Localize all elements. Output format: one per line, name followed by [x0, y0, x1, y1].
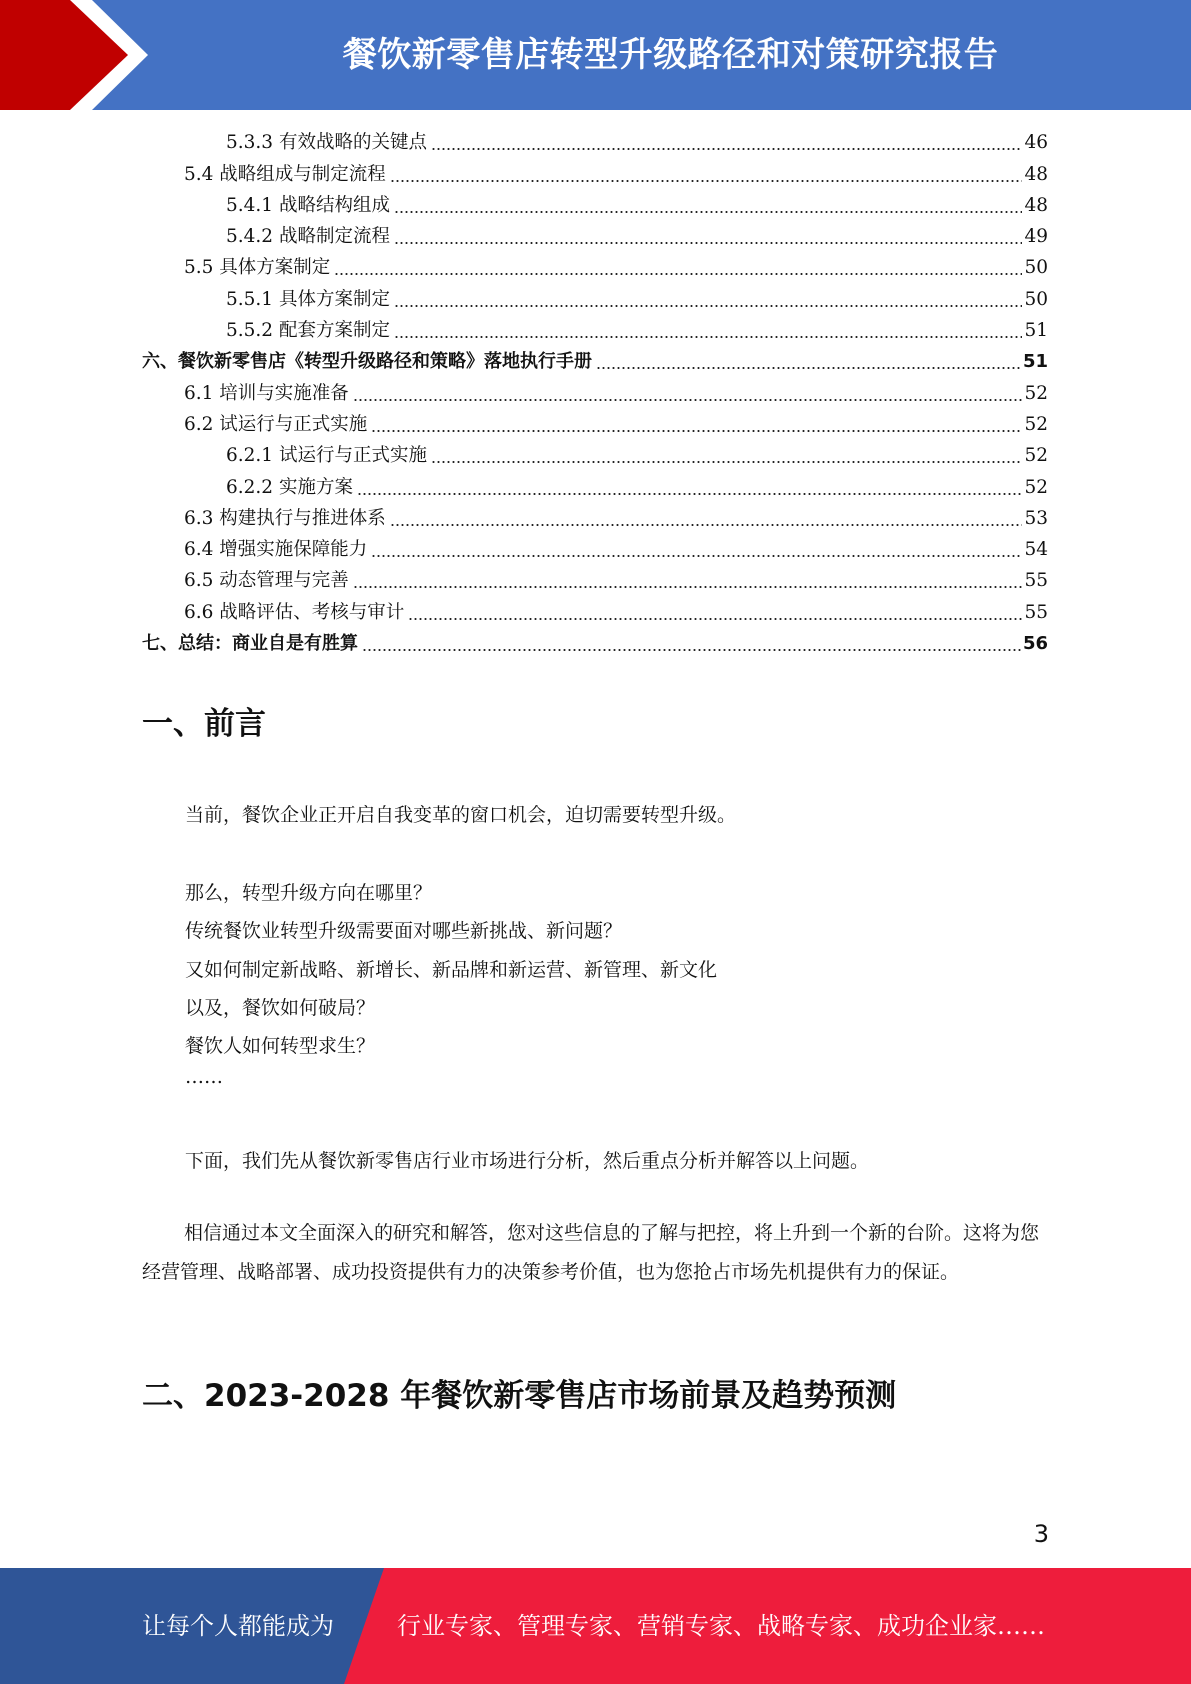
- toc-leader-dots: [431, 461, 1022, 463]
- toc-entry[interactable]: [142, 378, 1048, 409]
- toc-leader-dots: [596, 367, 1021, 369]
- question-line: 以及，餐饮如何破局？: [185, 997, 376, 1019]
- toc-entry-page: 52: [1024, 382, 1048, 404]
- report-title: 餐饮新零售店转型升级路径和对策研究报告: [342, 35, 999, 75]
- toc-entry-page: 48: [1024, 194, 1048, 216]
- toc-chapter-entry[interactable]: [142, 347, 1048, 378]
- toc-entry-page: 52: [1024, 445, 1048, 467]
- toc-entry-page: 50: [1024, 288, 1048, 310]
- toc-entry[interactable]: [142, 566, 1048, 597]
- toc-leader-dots: [394, 336, 1022, 338]
- toc-entry-label: 六、餐饮新零售店《转型升级路径和策略》落地执行手册: [142, 351, 592, 373]
- page-header: [0, 0, 1191, 110]
- toc-entry-label: 6.2 试运行与正式实施: [184, 413, 368, 435]
- lead-paragraph: 下面，我们先从餐饮新零售店行业市场进行分析，然后重点分析并解答以上问题。: [185, 1150, 870, 1172]
- toc-entry-page: 53: [1024, 507, 1048, 529]
- toc-entry-label: 6.2.2 实施方案: [226, 476, 353, 498]
- toc-entry[interactable]: [142, 535, 1048, 566]
- toc-leader-dots: [371, 430, 1022, 432]
- toc-entry[interactable]: [142, 253, 1048, 284]
- toc-entry-label: 6.5 动态管理与完善: [184, 570, 349, 592]
- toc-entry-page: 52: [1024, 476, 1048, 498]
- toc-entry[interactable]: [142, 472, 1048, 503]
- toc-entry-page: 48: [1024, 163, 1048, 185]
- toc-leader-dots: [394, 305, 1022, 307]
- page-footer: [0, 1568, 1191, 1684]
- toc-entry-label: 6.6 战略评估、考核与审计: [184, 601, 405, 623]
- toc-entry-label: 6.2.1 试运行与正式实施: [226, 445, 427, 467]
- toc-entry-page: 55: [1024, 570, 1048, 592]
- question-line: 传统餐饮业转型升级需要面对哪些新挑战、新问题？: [185, 920, 623, 942]
- question-line: 又如何制定新战略、新增长、新品牌和新运营、新管理、新文化: [185, 959, 718, 981]
- toc-entry[interactable]: [142, 284, 1048, 315]
- toc-entry[interactable]: [142, 222, 1048, 253]
- toc-leader-dots: [371, 555, 1022, 557]
- toc-entry-label: 5.5 具体方案制定: [184, 257, 331, 279]
- toc-leader-dots: [353, 586, 1023, 588]
- toc-entry[interactable]: [142, 410, 1048, 441]
- toc-leader-dots: [362, 649, 1021, 651]
- toc-leader-dots: [353, 399, 1023, 401]
- toc-entry-label: 5.4.2 战略制定流程: [226, 226, 390, 248]
- toc-entry-label: 5.5.2 配套方案制定: [226, 320, 390, 342]
- toc-entry-label: 5.4.1 战略结构组成: [226, 194, 390, 216]
- question-line: 餐饮人如何转型求生？: [185, 1035, 376, 1057]
- toc-entry[interactable]: [142, 159, 1048, 190]
- toc-entry[interactable]: [142, 504, 1048, 535]
- toc-entry[interactable]: [142, 316, 1048, 347]
- footer-slogan-right: 行业专家、管理专家、营销专家、战略专家、成功企业家……: [397, 1612, 1045, 1640]
- toc-entry[interactable]: [142, 191, 1048, 222]
- toc-leader-dots: [390, 524, 1023, 526]
- toc-entry-label: 5.4 战略组成与制定流程: [184, 163, 386, 185]
- toc-leader-dots: [431, 148, 1022, 150]
- toc-entry-page: 52: [1024, 413, 1048, 435]
- toc-entry-page: 56: [1022, 633, 1048, 655]
- toc-entry[interactable]: [142, 128, 1048, 159]
- toc-entry-page: 55: [1024, 601, 1048, 623]
- toc-entry-page: 49: [1024, 226, 1048, 248]
- question-line: 那么，转型升级方向在哪里？: [185, 882, 433, 904]
- toc-entry-page: 46: [1024, 132, 1048, 154]
- toc-leader-dots: [394, 242, 1022, 244]
- ellipsis-line: ……: [185, 1066, 223, 1088]
- toc-entry-page: 51: [1024, 320, 1048, 342]
- toc-leader-dots: [390, 180, 1023, 182]
- toc-chapter-entry[interactable]: [142, 629, 1048, 660]
- section-heading-preface: 一、前言: [142, 706, 266, 742]
- toc-entry[interactable]: [142, 441, 1048, 472]
- toc-entry-page: 54: [1024, 539, 1048, 561]
- toc-entry-label: 6.4 增强实施保障能力: [184, 539, 368, 561]
- closing-paragraph: 相信通过本文全面深入的研究和解答，您对这些信息的了解与把控，将上升到一个新的台阶。这将为您经营管理、战略部署、成功投资提供有力的决策参考价值，也为您抢占市场先机提供有力的保证。: [142, 1222, 1040, 1283]
- footer-slogan-left: 让每个人都能成为: [142, 1612, 334, 1640]
- toc-entry-label: 七、总结：商业自是有胜算: [142, 633, 358, 655]
- toc-entry[interactable]: [142, 597, 1048, 628]
- toc-leader-dots: [334, 273, 1022, 275]
- toc-entry-label: 6.1 培训与实施准备: [184, 382, 349, 404]
- toc-leader-dots: [357, 493, 1023, 495]
- toc-leader-dots: [394, 211, 1022, 213]
- toc-entry-label: 5.5.1 具体方案制定: [226, 288, 390, 310]
- table-of-contents: [142, 128, 1048, 660]
- toc-entry-label: 6.3 构建执行与推进体系: [184, 507, 386, 529]
- page-number: 3: [1033, 1520, 1049, 1548]
- section-heading-market-outlook: 二、2023-2028 年餐饮新零售店市场前景及趋势预测: [142, 1378, 897, 1414]
- toc-entry-page: 50: [1024, 257, 1048, 279]
- toc-entry-label: 5.3.3 有效战略的关键点: [226, 132, 427, 154]
- toc-leader-dots: [408, 618, 1022, 620]
- toc-entry-page: 51: [1022, 351, 1048, 373]
- intro-paragraph: 当前，餐饮企业正开启自我变革的窗口机会，迫切需要转型升级。: [185, 804, 737, 826]
